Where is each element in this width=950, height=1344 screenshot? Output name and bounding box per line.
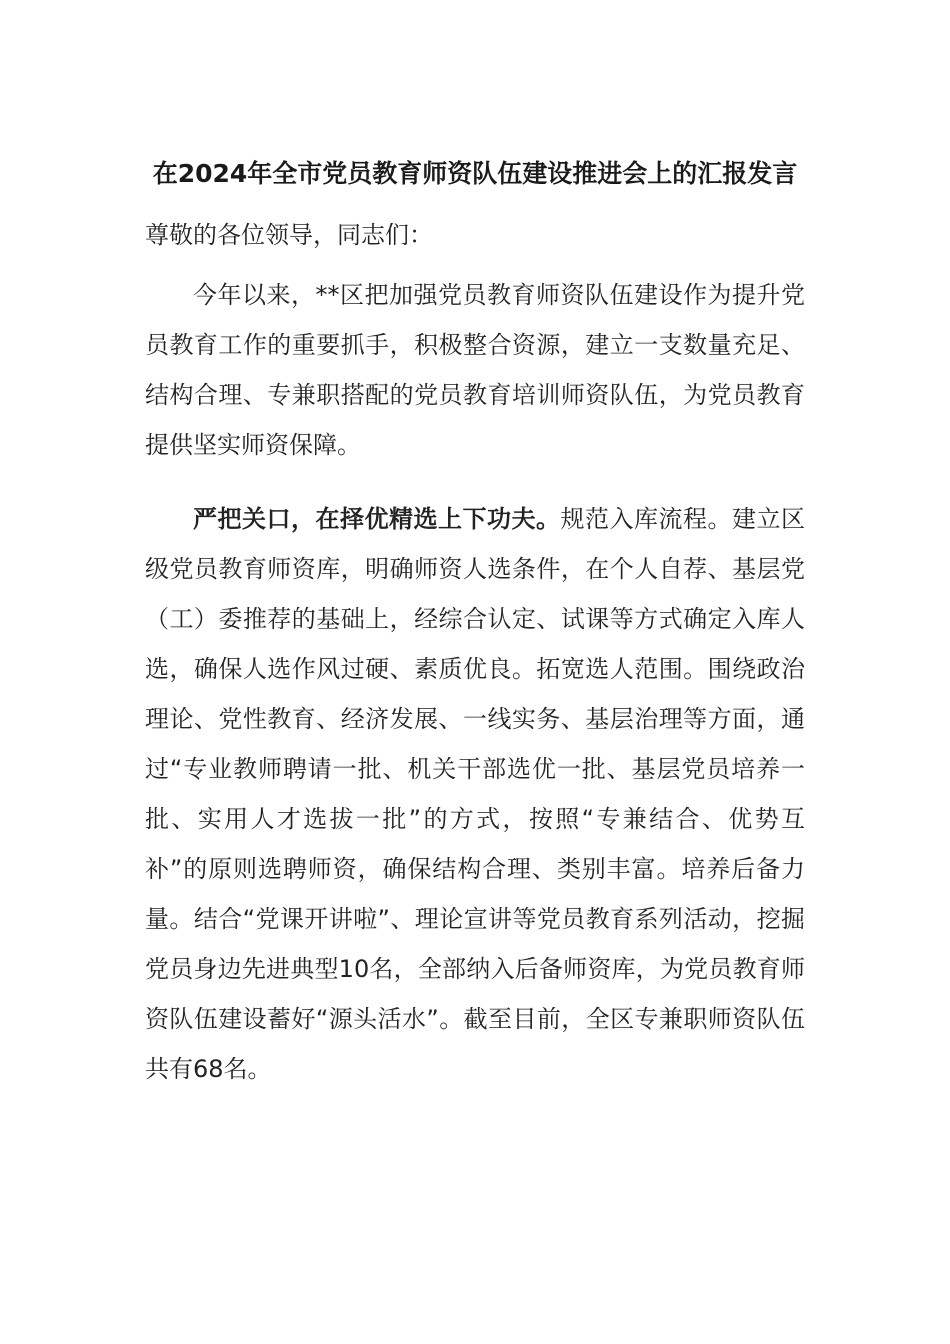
document-title: 在2024年全市党员教育师资队伍建设推进会上的汇报发言	[152, 159, 798, 188]
document-page	[145, 150, 805, 1118]
paragraph-heading: 严把关口，在择优精选上下功夫。	[193, 505, 561, 533]
paragraph-section-1	[145, 494, 805, 1094]
paragraph-intro	[145, 270, 805, 470]
paragraph-text: 今年以来，**区把加强党员教育师资队伍建设作为提升党员教育工作的重要抓手，积极整合资源，建立一支数量充足、结构合理、专兼职搭配的党员教育培训师资队伍，为党员教育提供坚实师资保障。	[145, 281, 805, 459]
greeting: 尊敬的各位领导，同志们：	[145, 221, 433, 249]
paragraph-text: 规范入库流程。建立区级党员教育师资库，明确师资人选条件，在个人自荐、基层党（工）委推荐的基础上，经综合认定、试课等方式确定入库人选，确保人选作风过硬、素质优良。拓宽选人范围。围绕政治理论、党性教育、经济发展、一线实务、基层治理等方面，通过“专业教师聘请一批、机关干部选优一批、基层党员培养一批、实用人才选拔一批”的方式，按照“专兼结合、优势互补”的原则选聘师资，确保结构合理、类别丰富。培养后备力量。结合“党课开讲啦”、理论宣讲等党员教育系列活动，挖掘党员身边先进典型10名，全部纳入后备师资库，为党员教育师资队伍建设蓄好“源头活水”。截至目前，全区专兼职师资队伍共有68名。	[145, 505, 805, 1083]
